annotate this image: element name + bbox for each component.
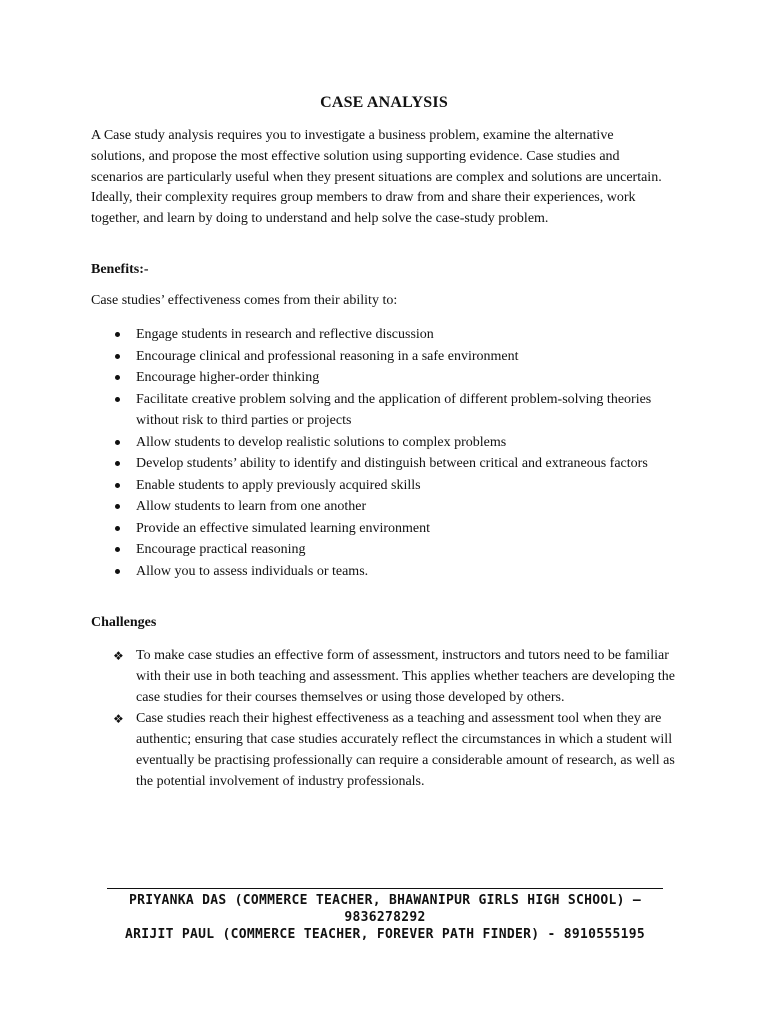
list-item-text: To make case studies an effective form of assessment, instructors and tutors need to be familiar with their use in both teaching and assessment. This applies whether teachers are developing the case studies for their courses themselves or using those developed by others. <box>136 648 675 705</box>
list-item <box>91 518 671 540</box>
bullet-icon <box>115 440 120 445</box>
list-item-text: Encourage clinical and professional reasoning in a safe environment <box>136 348 519 364</box>
bullet-icon <box>115 547 120 552</box>
list-item <box>91 389 671 432</box>
bullet-icon <box>115 375 120 380</box>
footer-contact-line-1: PRIYANKA DAS (COMMERCE TEACHER, BHAWANIPUR GIRLS HIGH SCHOOL) – 9836278292 <box>129 893 641 925</box>
challenges-heading: Challenges <box>91 615 157 630</box>
list-item-text: Engage students in research and reflective discussion <box>136 327 434 342</box>
diamond-bullet-icon: ❖ <box>113 649 124 663</box>
bullet-icon <box>115 397 120 402</box>
list-item <box>91 708 681 792</box>
bullet-icon <box>115 569 120 574</box>
bullet-icon <box>115 483 120 488</box>
bullet-icon <box>115 461 120 466</box>
list-item <box>91 475 671 497</box>
list-item-text: Develop students’ ability to identify and distinguish between critical and extraneous factors <box>136 456 648 471</box>
list-item <box>91 432 671 454</box>
list-item-text: Allow students to learn from one another <box>136 499 367 514</box>
diamond-bullet-icon: ❖ <box>113 712 124 726</box>
footer-contacts <box>90 892 680 943</box>
list-item <box>91 645 681 708</box>
footer-contact-line-2: ARIJIT PAUL (COMMERCE TEACHER, FOREVER PATH FINDER) - 8910555195 <box>124 927 646 942</box>
list-item-text: Encourage higher-order thinking <box>136 370 320 385</box>
bullet-icon <box>115 526 120 531</box>
list-item-text: Allow you to assess individuals or teams. <box>136 563 369 579</box>
list-item <box>91 453 671 475</box>
bullet-icon <box>115 504 120 509</box>
list-item-text: Provide an effective simulated learning environment <box>136 520 431 536</box>
challenges-list <box>91 645 681 792</box>
list-item-text: Allow students to develop realistic solutions to complex problems <box>136 434 507 450</box>
list-item <box>91 539 671 561</box>
intro-paragraph: A Case study analysis requires you to investigate a business problem, examine the alternative solutions, and propose the most effective solution using supporting evidence. Case studies and scenarios are particularly useful when they present situations are complex and solutions are uncertain. Ideally, their complexity requires group members to draw from and share their experiences, work together, and learn by doing to understand and help solve the case-study problem. <box>91 128 662 227</box>
list-item-text: Facilitate creative problem solving and the application of different problem-solving theories without risk to third parties or projects <box>136 391 652 428</box>
benefits-heading: Benefits:- <box>91 262 149 277</box>
bullet-icon <box>115 354 120 359</box>
list-item <box>91 367 671 389</box>
list-item <box>91 496 671 518</box>
list-item-text: Case studies reach their highest effectiveness as a teaching and assessment tool when they are authentic; ensuring that case studies accurately reflect the circumstances in which a student will eventually be practising professionally can require a considerable amount of research, as well as the potential involvement of industry professionals. <box>136 711 675 789</box>
list-item-text: Encourage practical reasoning <box>136 542 306 557</box>
list-item-text: Enable students to apply previously acquired skills <box>136 477 421 493</box>
list-item <box>91 346 671 368</box>
list-item <box>91 324 671 346</box>
page-title: CASE ANALYSIS <box>320 94 448 111</box>
footer-divider <box>107 888 663 889</box>
bullet-icon <box>115 332 120 337</box>
list-item <box>91 561 671 583</box>
benefits-list <box>91 324 671 582</box>
benefits-lead-text: Case studies’ effectiveness comes from their ability to: <box>91 293 398 308</box>
